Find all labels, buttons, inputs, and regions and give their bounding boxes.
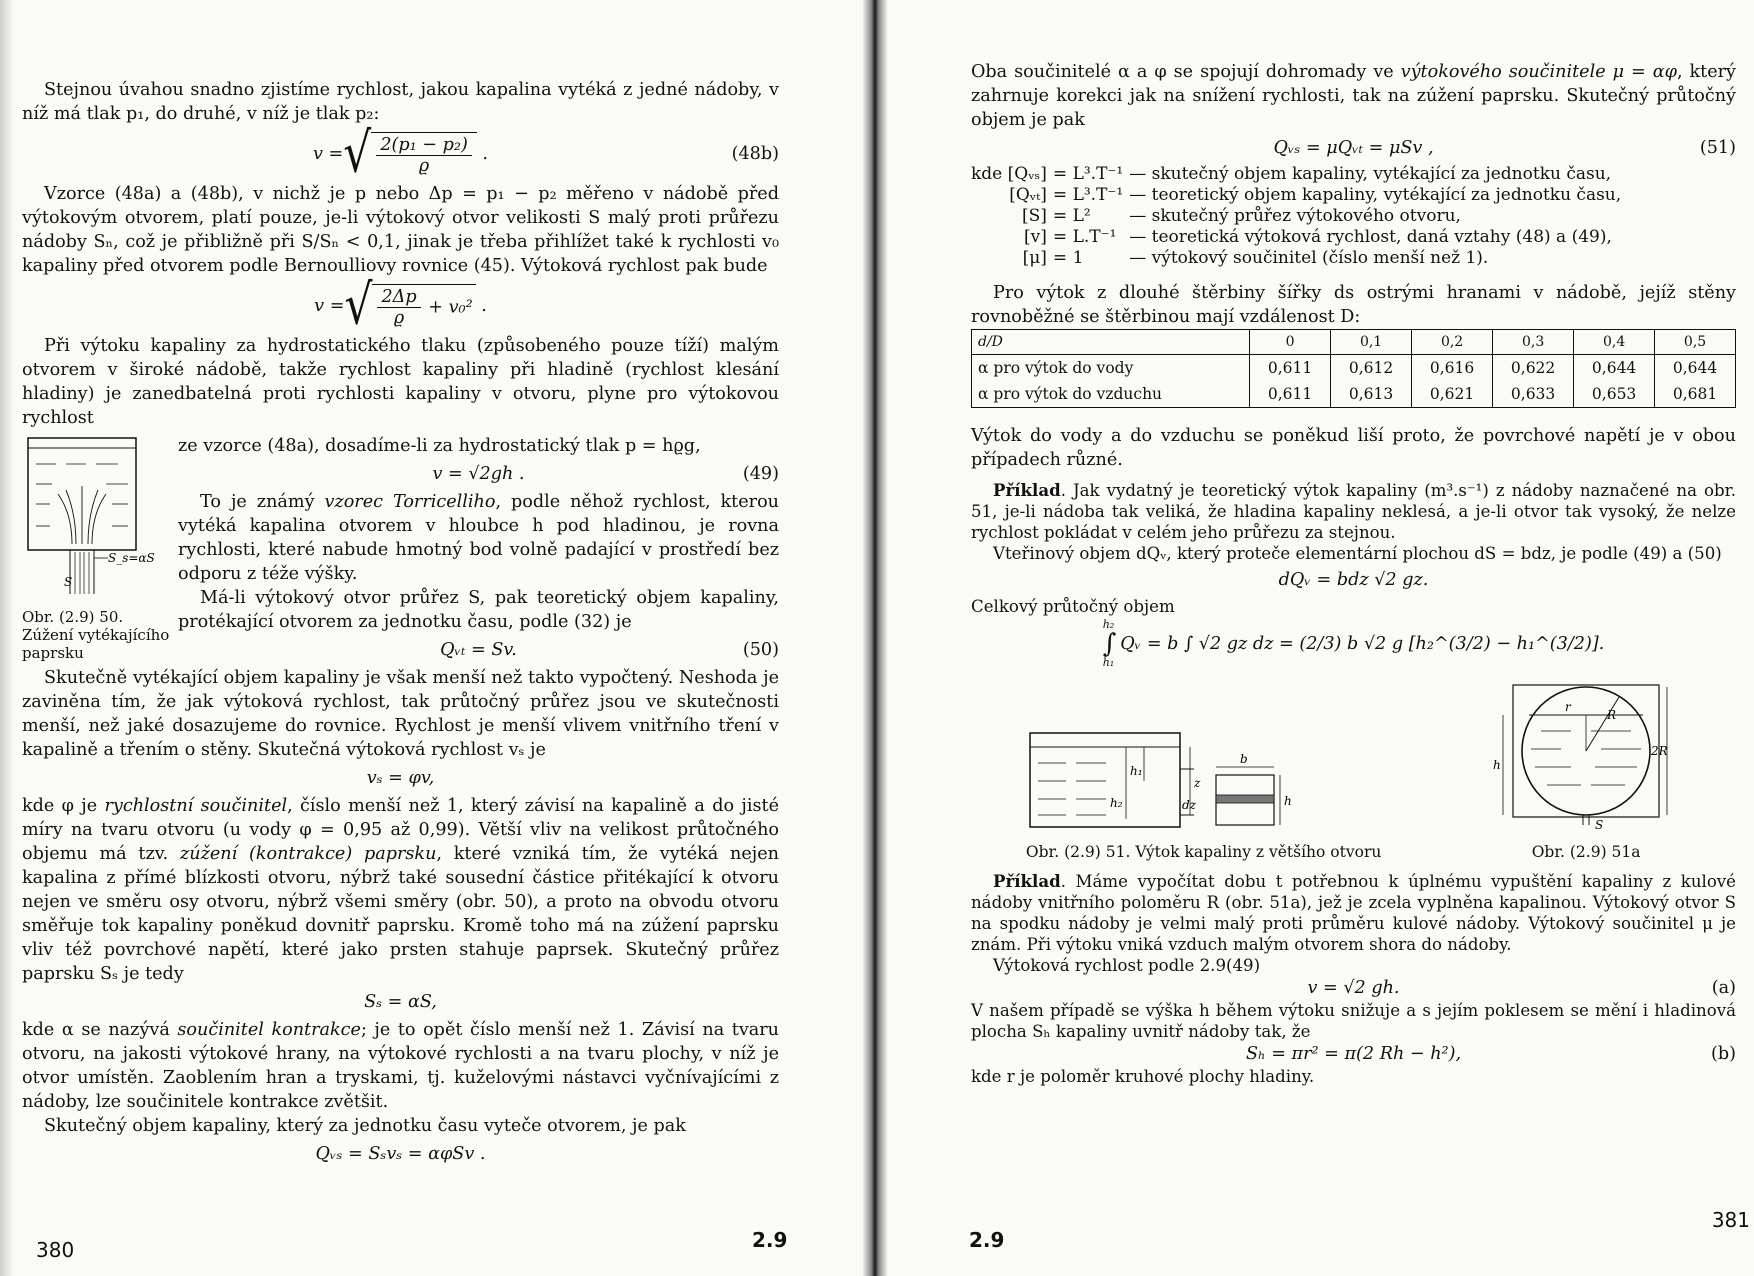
eq48b-lhs: v = [313,144,344,164]
equation-b [971,1044,1736,1064]
figure-51-drawing [1026,725,1306,835]
table-cell: 0,644 [1574,355,1655,382]
example-2 [971,871,1736,955]
table-cell: 0,613 [1331,381,1412,407]
contraction-text-a: kde φ je [22,796,105,816]
eq2-tail: + v₀² [428,297,473,318]
definition-sym: [S] [1022,206,1047,226]
table-cell: 0,681 [1655,381,1735,407]
fig51a-label-S: S [1595,818,1604,832]
eq49-number: (49) [742,464,779,484]
definition-sym: [Qᵥₜ] [1009,185,1047,205]
eq-vs-body: vₛ = φv, [366,768,435,788]
table-header-cell: d/D [972,330,1250,355]
eq48b-number: (48b) [731,144,779,164]
example-2c: V našem případě se výška h během výtoku snižuje a s jejím poklesem se mění i hladinová plocha Sₕ kapaliny uvnitř nádoby tak, že [971,1001,1736,1041]
equation-49 [178,464,779,484]
definition-desc: — výtokový součinitel (číslo menší než 1). [1129,248,1489,268]
mu-term: výtokového součinitele μ = αφ [1400,62,1677,82]
integral-limits: h₂ ∫ h₁ [1102,618,1117,669]
figure-51-caption: Obr. (2.9) 51. Výtok kapaliny z většího otvoru [1025,843,1382,861]
fig51-label-h2: h₂ [1109,796,1123,810]
definition-unit: = L³.T⁻¹ [1052,164,1124,184]
definition-desc: — skutečný objem kapaliny, vytékající za jednotku času, [1129,164,1612,184]
dimension-definitions [971,164,1736,269]
equation-48b: v = √ $\frac{\text{2(p₁ − p₂)}}{ϱ}$ . (48b) [313,121,779,186]
eq50-number: (50) [742,640,779,660]
definition-sym: kde [Qᵥₛ] [971,164,1047,184]
eq2-lhs: v = [314,296,345,316]
fig51-label-dz: dz [1181,798,1196,812]
eq-b-body: Sₕ = πr² = π(2 Rh − h²), [1245,1044,1462,1064]
eq50-body: Qᵥₜ = Sv. [440,640,517,660]
eq-ss-body: Sₛ = αS, [364,992,437,1012]
paragraph-torricelli [178,490,779,586]
table-row [972,355,1735,382]
integral-lower-limit: h₁ [1102,656,1115,669]
example-2d: kde r je poloměr kruhové plochy hladiny. [971,1067,1315,1086]
table-cell: 0,621 [1412,381,1493,407]
eq2-numerator: 2Δp [377,287,420,308]
definition-desc: — skutečný průřez výtokového otvoru, [1129,206,1461,226]
contraction-text-b: , číslo menší než 1, který závisí na kapalině a do jisté míry na tvaru otvoru (u vody φ = 0,95 až 0,99). Větší vliv na velikost průtočného objemu má tzv. [22,796,779,864]
table-cell: 0,622 [1493,355,1574,382]
paragraph-outflow-coefficient [971,60,1736,132]
eq49-body: v = √2gh . [432,464,525,484]
table-row-label: α pro výtok do vody [978,359,1134,377]
table-cell: 0,612 [1331,355,1412,382]
fig51a-label-R: R [1607,708,1617,722]
paragraph-contraction-coefficient [22,1018,779,1114]
paragraph-water-air: Výtok do vody a do vzduchu se poněkud liší proto, že povrchové napětí je v obou případech různé. [971,426,1736,470]
table-cell: 0,611 [1250,381,1331,407]
eq-q-body: Qᵥ = b ∫ √2 gz dz = (2/3) b √2 g [h₂^(3/2) − h₁^(3/2)]. [1120,634,1605,654]
eq-b-number: (b) [1711,1044,1736,1064]
example-2-label: Příklad [993,871,1061,891]
contraction-text-c: , které vzniká tím, že vytéká nejen kapalina z přímé blízkosti otvoru, nýbrž také sousední částice přitékající k otvoru nejen ve směru osy otvoru, nýbrž všemi směry (obr. 50), a proto na obvodu otvoru směřuje tok kapaliny poněkud dovnitř paprsku. Kromě toho má na zúžení paprsku vliv též povrchové napětí, které jako prsten stahuje paprsek. Skutečný průřez paprsku Sₛ je tedy [22,844,779,984]
figure-51 [1026,725,1381,861]
eq-a-body: v = √2 gh. [1307,978,1400,998]
section-marker-left: 2.9 [752,1228,788,1252]
torricelli-term: vzorec Torricelliho [324,492,496,512]
figures-51-row [971,675,1736,861]
table-row-label: α pro výtok do vzduchu [978,385,1163,403]
eq-qvs-body: Qᵥₛ = Sₛvₛ = αφSv . [315,1144,486,1164]
equation-ss [22,992,779,1012]
example-1b: Vteřinový objem dQᵥ, který proteče elementární plochou dS = bdz, je podle (49) a (50) [993,544,1722,563]
integral-upper-limit: h₂ [1102,618,1115,631]
paragraph-hydrostatic: Při výtoku kapaliny za hydrostatického tlaku (způsobeného pouze tíží) malým otvorem v široké nádobě, takže rychlost kapaliny při hladině (rychlost klesání hladiny) je zanedbatelná proti rychlosti kapaliny v otvoru, plyne pro výtokovou rychlost [22,336,779,428]
example-2b: Výtoková rychlost podle 2.9(49) [993,956,1261,975]
intro-paragraph: Stejnou úvahou snadno zjistíme rychlost, jakou kapalina vytéká z jedné nádoby, v níž má tlak p₁, do druhé, v níž je tlak p₂: [22,80,779,124]
torricelli-text-b: , podle něhož rychlost, kterou vytéká kapalina otvorem v hloubce h pod hladinou, je rovna rychlosti, které nabude hmotný bod volně padající v prostředí bez odporu z téže výšky. [178,492,779,584]
fig50-label-ss: S_s=αS [108,551,155,565]
coef-text-a: kde α se nazývá [22,1020,178,1040]
fig51a-label-h: h [1493,758,1501,772]
definition-unit: = 1 [1052,248,1084,268]
paragraph-validity: Vzorce (48a) a (48b), v nichž je p nebo Δp = p₁ − p₂ měřeno v nádobě před výtokovým otvorem, platí pouze, je-li výtokový otvor velikosti S malý proti průřezu nádoby Sₙ, což je přibližně při S/Sₙ < 0,1, jinak je třeba přihlížet také k rychlosti v₀ kapaliny před otvorem podle Bernoulliovy rovnice (45). Výtoková rychlost pak bude [22,184,779,276]
table-cell: 0,644 [1655,355,1735,382]
velocity-coefficient-term: rychlostní součinitel [104,796,288,816]
table-cell: 0,653 [1574,381,1655,407]
figure-50-row [22,434,779,666]
table-header-row [972,330,1735,355]
eq2-sqrt: √ $\frac{2\Delta p}{ϱ}$ + v₀² [344,284,475,328]
table-header-cell: 0,1 [1331,330,1412,355]
eq51-number: (51) [1699,138,1736,158]
eq51-body: Qᵥₛ = μQᵥₜ = μSv , [1273,138,1434,158]
figure-51a-caption: Obr. (2.9) 51a [1531,843,1641,861]
equation-q-integral [971,619,1736,669]
table-cell: 0,611 [1250,355,1331,382]
contraction-table [971,329,1736,408]
example-1 [971,480,1736,543]
contraction-term: zúžení (kontrakce) paprsku [179,844,437,864]
paragraph-actual-volume: Skutečný objem kapaliny, který za jednotku času vyteče otvorem, je pak [44,1116,686,1136]
table-header-cell: 0,5 [1655,330,1735,355]
fig51-label-h: h [1283,794,1292,808]
figure-50-drawing [22,434,162,604]
fig51-label-z: z [1193,776,1201,790]
eq-a-number: (a) [1711,978,1736,998]
equation-51 [971,138,1736,158]
figure-50 [22,434,170,666]
equation-vs [22,768,779,788]
fig51-label-h1: h₁ [1129,764,1143,778]
figure-50-caption: Obr. (2.9) 50. Zúžení vytékajícího paprsku [22,608,170,662]
example-1-label: Příklad [993,480,1061,500]
page-right [875,0,1754,1276]
equation-bernoulli-v: v = √ $\frac{2\Delta p}{ϱ}$ + v₀² . [314,273,487,338]
paragraph-volume: Má-li výtokový otvor průřez S, pak teoretický objem kapaliny, protékající otvorem za jednotku času, podle (32) je [178,588,779,632]
mu-text-b: , který zahrnuje korekci jak na snížení rychlosti, tak na zúžení paprsku. Skutečný průtočný objem je pak [971,62,1736,130]
definition-desc: — teoretická výtoková rychlost, daná vztahy (48) a (49), [1129,227,1612,247]
coef-term: součinitel kontrakce [177,1020,361,1040]
paragraph-hydrostatic-b: ze vzorce (48a), dosadíme-li za hydrostatický tlak p = hϱg, [178,436,701,456]
paragraph-contraction [22,794,779,986]
table-cell: 0,616 [1412,355,1493,382]
table-header-cell: 0,3 [1493,330,1574,355]
definition-desc: — teoretický objem kapaliny, vytékající za jednotku času, [1129,185,1622,205]
torricelli-text-a: To je známý [200,492,325,512]
definition-sym: [μ] [1022,248,1047,268]
equation-dq [971,570,1736,590]
definition-unit: = L² [1052,206,1091,226]
example-1c: Celkový průtočný objem [971,597,1175,616]
definition-sym: [v] [1024,227,1047,247]
equation-qvs [22,1144,779,1164]
equation-50 [178,640,779,660]
eq-dq-body: dQᵥ = bdz √2 gz. [1278,570,1429,590]
figure-51a-drawing [1491,675,1681,835]
figure-50-text [178,434,779,666]
table-header-cell: 0,2 [1412,330,1493,355]
page-number-right: 381 [1711,1208,1750,1232]
eq48b-denominator: ϱ [418,156,430,176]
definition-unit: = L³.T⁻¹ [1052,185,1124,205]
eq48b-numerator: 2(p₁ − p₂) [376,135,471,156]
fig50-label-s: S [64,575,73,589]
section-marker-right: 2.9 [969,1228,1005,1252]
table-row [972,381,1735,407]
equation-a [971,978,1736,998]
table-header-cell: 0 [1250,330,1331,355]
table-header-cell: 0,4 [1574,330,1655,355]
page-number-left: 380 [36,1238,75,1262]
figure-51a [1491,675,1681,861]
fig51-label-b: b [1239,752,1248,766]
definition-unit: = L.T⁻¹ [1052,227,1117,247]
paragraph-actual-velocity: Skutečně vytékající objem kapaliny je však menší než takto vypočtený. Neshoda je zaviněna tím, že jak výtoková rychlost, tak průtočný průřez jsou ve skutečnosti menší, než jaké dosazujeme do rovnice. Rychlost je menší vlivem vnitřního tření v kapalině a třením o stěny. Skutečná výtoková rychlost vₛ je [22,668,779,760]
eq2-denominator: ϱ [393,308,405,328]
eq48b-sqrt: √ $\frac{\text{2(p₁ − p₂)}}{ϱ}$ [343,132,477,176]
fig51a-label-2R: 2R [1651,744,1668,758]
page-left [0,0,875,1276]
example-2-text: . Máme vypočítat dobu t potřebnou k úplnému vypuštění kapaliny z kulové nádoby vnitřního poloměru R (obr. 51a), jež je zcela vyplněna kapalinou. Výtokový otvor S na spodku nádoby je velmi malý proti průměru kulové nádoby. Výtokový součinitel μ je znám. Při výtoku vniká vzduch malým otvorem shora do nádoby. [971,872,1736,954]
fig51a-label-r: r [1565,700,1571,714]
mu-text-a: Oba součinitelé α a φ se spojují dohromady ve [971,62,1401,82]
coef-text-b: ; je to opět číslo menší než 1. Závisí na tvaru otvoru, na jakosti výtokové hrany, na výtokové rychlosti a na tvaru plochy, v níž je otvor umístěn. Zaoblením hran a tryskami, tj. kuželovými nástavci vyčnívajícími z nádoby, lze součinitele kontrakce zvětšit. [22,1020,779,1112]
table-cell: 0,633 [1493,381,1574,407]
example-1-text: . Jak vydatný je teoretický výtok kapaliny (m³.s⁻¹) z nádoby naznačené na obr. 51, je-li nádoba tak veliká, že hladina kapaliny neklesá, a je-li otvor tak vysoký, že nelze rychlost pokládat v celém jeho průřezu za stejnou. [971,481,1736,542]
paragraph-slot: Pro výtok z dlouhé štěrbiny šířky ds ostrými hranami v nádobě, jejíž stěny rovnoběžné se štěrbinou mají vzdálenost D: [971,283,1736,327]
